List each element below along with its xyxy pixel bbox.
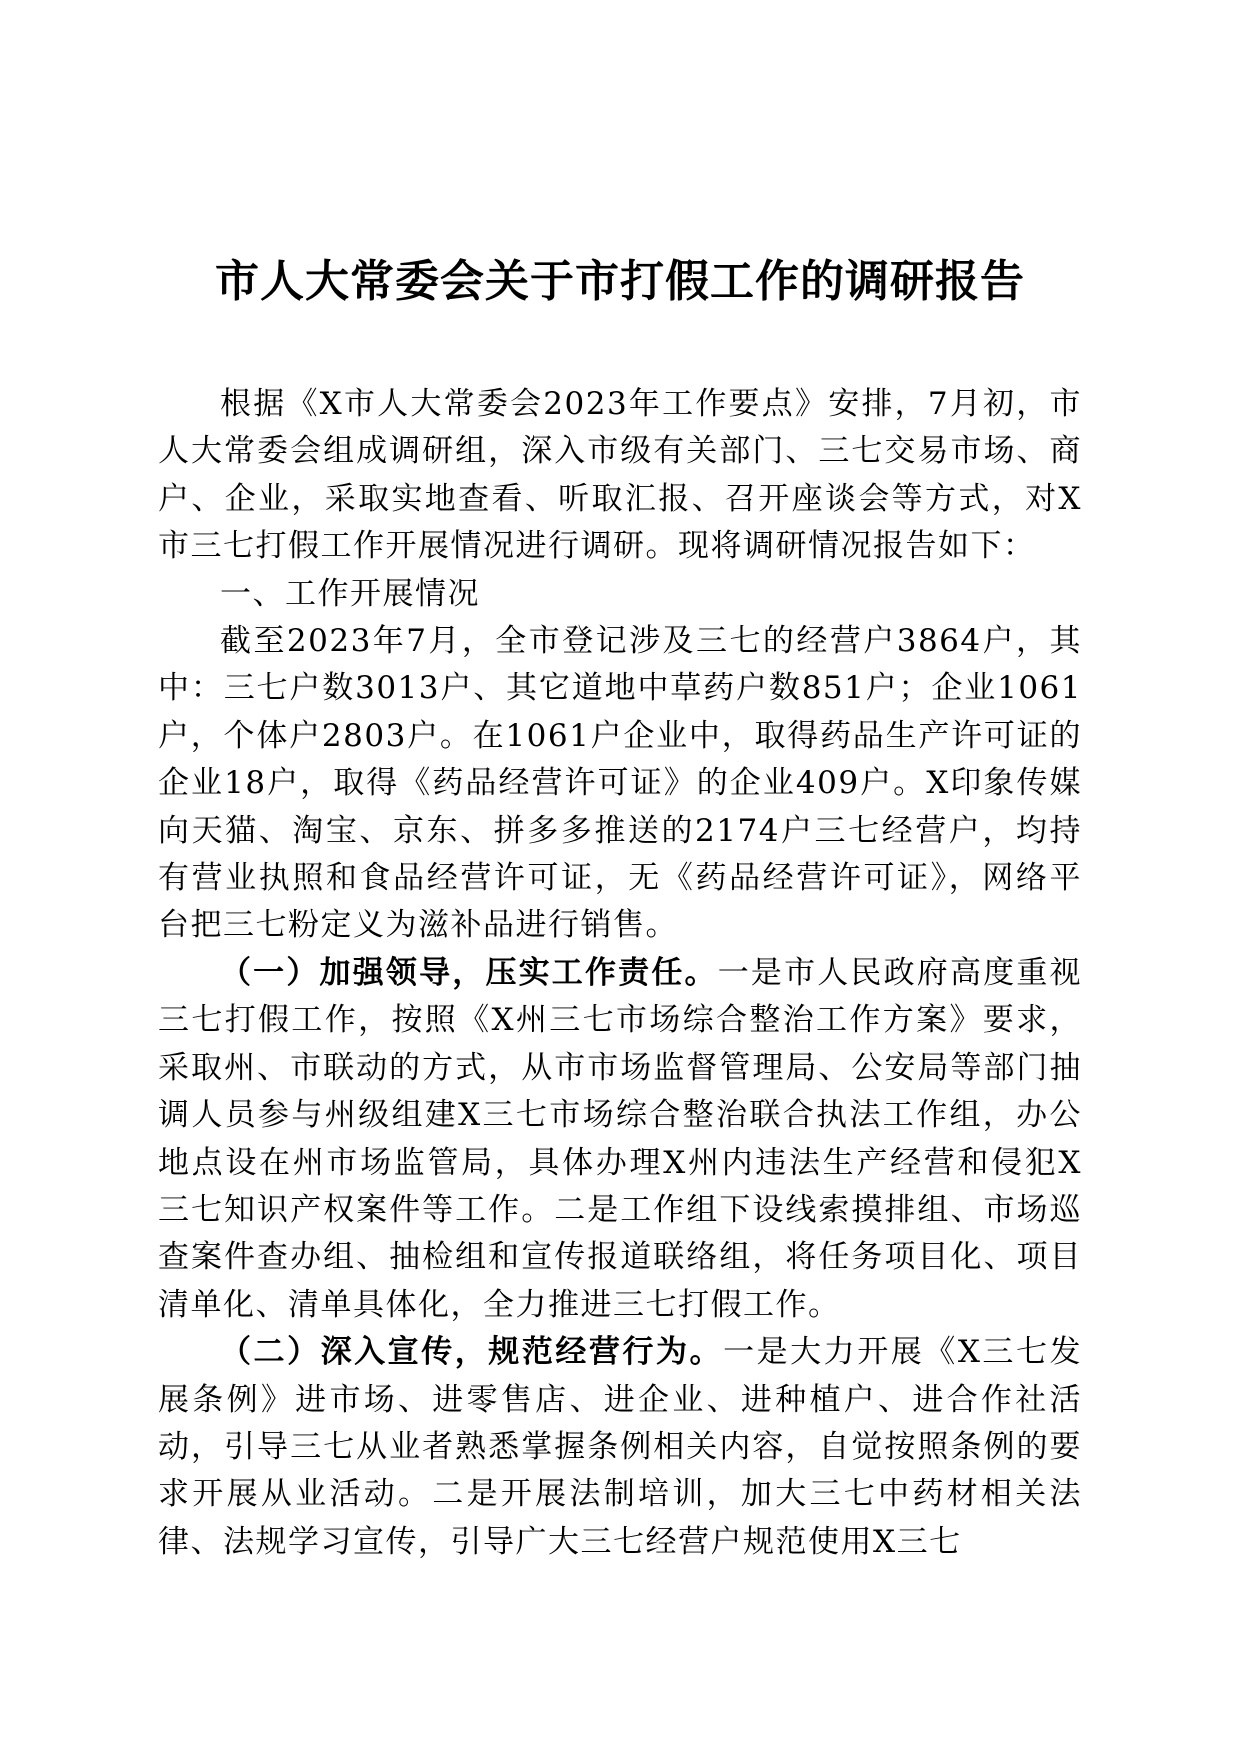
- intro-paragraph: 根据《X市人大常委会2023年工作要点》安排，7月初，市人大常委会组成调研组，深入市级有关部门、三七交易市场、商户、企业，采取实地查看、听取汇报、召开座谈会等方式，对X市三七打假工作开展情况进行调研。现将调研情况报告如下：: [158, 386, 1082, 565]
- subsection-publicity-heading: （二）深入宣传，规范经营行为。: [220, 1334, 724, 1371]
- document-title: 市人大常委会关于市打假工作的调研报告: [215, 256, 1025, 307]
- subsection-publicity-text: 一是大力开展《X三七发展条例》进市场、进零售店、进企业、进种植户、进合作社活动，引导三七从业者熟悉掌握条例相关内容，自觉按照条例的要求开展从业活动。二是开展法制培训，加大三七中药材相关法律、法规学习宣传，引导广大三七经营户规范使用X三七: [158, 1334, 1082, 1560]
- subsection-publicity-paragraph: [158, 1329, 1082, 1566]
- overview-paragraph: 截至2023年7月，全市登记涉及三七的经营户3864户，其中：三七户数3013户、其它道地中草药户数851户；企业1061户，个体户2803户。在1061户企业中，取得药品生产许可证的企业18户，取得《药品经营许可证》的企业409户。X印象传媒向天猫、淘宝、京东、拼多多推送的2174户三七经营户，均持有营业执照和食品经营许可证，无《药品经营许可证》，网络平台把三七粉定义为滋补品进行销售。: [158, 623, 1082, 944]
- subsection-leadership-heading: （一）加强领导，压实工作责任。: [220, 954, 718, 991]
- subsection-leadership-text: 一是市人民政府高度重视三七打假工作，按照《X州三七市场综合整治工作方案》要求，采取州、市联动的方式，从市市场监督管理局、公安局等部门抽调人员参与州级组建X三七市场综合整治联合执法工作组，办公地点设在州市场监管局，具体办理X州内违法生产经营和侵犯X三七知识产权案件等工作。二是工作组下设线索摸排组、市场巡查案件查办组、抽检组和宣传报道联络组，将任务项目化、项目清单化、清单具体化，全力推进三七打假工作。: [158, 954, 1083, 1323]
- section-heading: 一、工作开展情况: [220, 575, 480, 612]
- subsection-leadership-paragraph: [158, 950, 1082, 1329]
- document-body: [158, 381, 1082, 1566]
